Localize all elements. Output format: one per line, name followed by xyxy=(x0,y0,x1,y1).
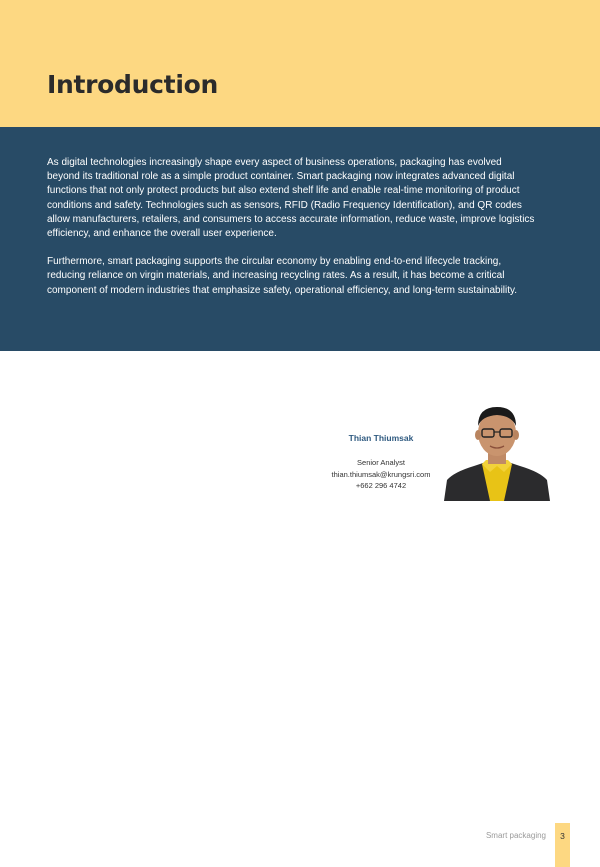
author-name: Thian Thiumsak xyxy=(348,433,414,443)
page-number-tab xyxy=(555,823,570,867)
page-title: Introduction xyxy=(47,70,218,99)
page-number: 3 xyxy=(560,831,565,841)
author-phone: +662 296 4742 xyxy=(355,481,407,490)
intro-paragraph: Furthermore, smart packaging supports the circular economy by enabling end-to-end lifecycle tracking, reducing reliance on virgin materials, and increasing recycling rates. As a result, it has become a critical component of modern industries that emphasize safety, operational efficiency, and long-term sustainability. xyxy=(47,256,518,296)
author-email[interactable]: thian.thiumsak@krungsri.com xyxy=(331,469,431,479)
intro-text xyxy=(47,156,537,312)
header-band xyxy=(0,0,600,127)
author-role: Senior Analyst xyxy=(357,458,405,467)
intro-paragraph: As digital technologies increasingly shape every aspect of business operations, packaging has evolved beyond its traditional role as a simple product container. Smart packaging now integrates advanced digital functions that not only protect products but also extend shelf life and enable real-time monitoring of product conditions and safety. Technologies such as sensors, RFID (Radio Frequency Identification), and QR codes allow manufacturers, retailers, and consumers to access accurate information, reduce waste, improve logistics efficiency, and enhance the overall user experience. xyxy=(47,157,535,240)
intro-section xyxy=(0,127,600,351)
author-card xyxy=(310,433,452,492)
footer-label: Smart packaging xyxy=(485,831,546,840)
author-photo xyxy=(444,402,550,501)
